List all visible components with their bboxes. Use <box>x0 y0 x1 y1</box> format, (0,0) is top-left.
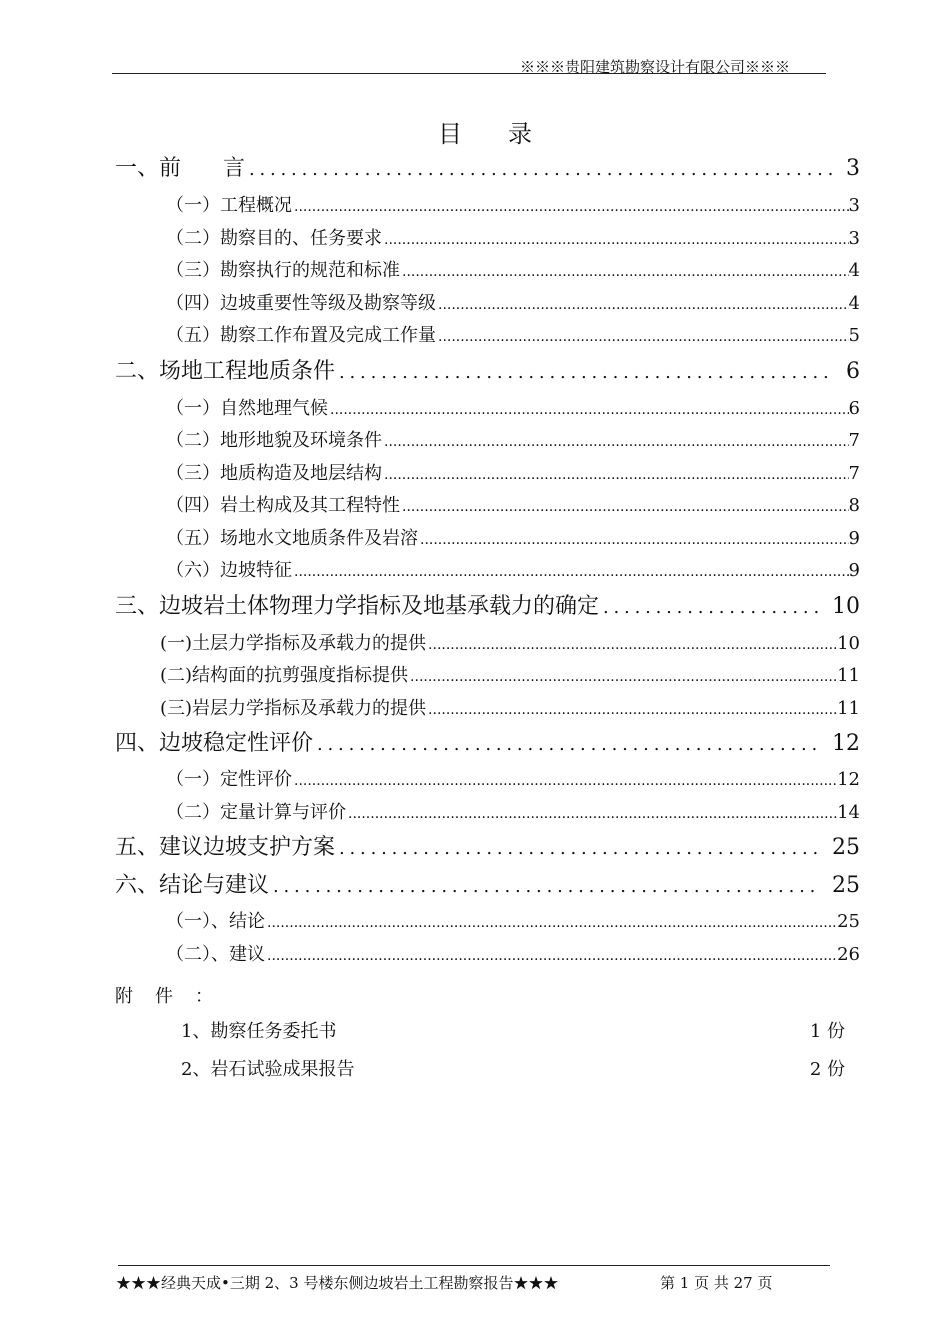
toc-leader-dots <box>330 402 849 418</box>
toc-leader-dots <box>294 199 849 215</box>
toc-subsection-label: （五）勘察工作布置及完成工作量 <box>166 325 436 346</box>
toc-leader-dots <box>420 532 849 548</box>
toc-section-label: 六、结论与建议 <box>115 873 270 898</box>
toc-page-number: 6 <box>848 398 860 419</box>
toc-section-label: 五、建议边坡支护方案 <box>115 835 336 860</box>
toc-subsection-label: （四）岩土构成及其工程特性 <box>166 495 400 516</box>
toc-page-number: 11 <box>837 698 860 719</box>
toc-subsection[interactable] <box>160 629 860 653</box>
toc-page-number: 25 <box>837 911 860 932</box>
toc-subsection-label: (一)土层力学指标及承载力的提供 <box>160 633 427 654</box>
toc-leader-dots <box>339 838 818 859</box>
footer-rule <box>118 1265 830 1266</box>
toc-title: 目录 <box>438 120 578 148</box>
toc-leader-dots <box>428 702 837 718</box>
toc-leader-dots <box>249 159 832 180</box>
toc-subsection-label: (二)结构面的抗剪强度指标提供 <box>160 665 409 686</box>
toc-page-number: 12 <box>837 769 860 790</box>
toc-section-3[interactable] <box>115 589 860 619</box>
toc-leader-dots <box>348 806 837 822</box>
toc-leader-dots <box>384 467 849 483</box>
toc-section-2[interactable] <box>115 354 860 384</box>
toc-leader-dots <box>267 948 837 964</box>
toc-subsection[interactable] <box>166 940 860 964</box>
toc-section-label: 二、场地工程地质条件 <box>115 359 336 384</box>
toc-page-number: 7 <box>848 463 860 484</box>
appendix-item-label: 1、勘察任务委托书 <box>181 1021 337 1042</box>
toc-subsection-label: （四）边坡重要性等级及勘察等级 <box>166 293 436 314</box>
toc-page-number: 9 <box>848 560 860 581</box>
toc-subsection[interactable] <box>166 907 860 931</box>
toc-leader-dots <box>294 773 837 789</box>
toc-subsection[interactable] <box>160 694 860 718</box>
toc-subsection-label: （二）勘察目的、任务要求 <box>166 228 382 249</box>
toc-subsection[interactable] <box>166 765 860 789</box>
toc-page-number: 10 <box>832 594 860 619</box>
toc-subsection-label: （一）工程概况 <box>166 195 292 216</box>
toc-page-number: 26 <box>837 944 860 965</box>
toc-page-number: 12 <box>832 731 860 756</box>
toc-subsection-label: （二）、建议 <box>166 944 265 965</box>
toc-section-label: 一、前 言 <box>115 156 245 181</box>
toc-subsection[interactable] <box>166 191 860 215</box>
toc-subsection[interactable] <box>166 321 860 345</box>
toc-subsection[interactable] <box>166 798 860 822</box>
toc-page-number: 14 <box>837 802 860 823</box>
toc-page-number: 11 <box>837 665 860 686</box>
toc-subsection-label: （一）、结论 <box>166 911 265 932</box>
toc-subsection[interactable] <box>166 524 860 548</box>
appendix-item-count: 1 份 <box>809 1021 845 1042</box>
toc-subsection-label: （三）勘察执行的规范和标准 <box>166 260 400 281</box>
toc-section-4[interactable] <box>115 726 860 756</box>
toc-page-number: 9 <box>848 528 860 549</box>
footer-page-info: 第 1 页 共 27 页 <box>660 1274 773 1292</box>
toc-leader-dots <box>273 876 818 897</box>
toc-subsection[interactable] <box>166 256 860 280</box>
toc-section-5[interactable] <box>115 830 860 860</box>
page-header-company: ※※※贵阳建筑勘察设计有限公司※※※ <box>520 58 791 76</box>
toc-subsection-label: （五）场地水文地质条件及岩溶 <box>166 528 418 549</box>
toc-leader-dots <box>384 434 849 450</box>
appendix-label: 附件： <box>115 986 235 1007</box>
toc-leader-dots <box>402 264 849 280</box>
toc-subsection-label: （一）定性评价 <box>166 769 292 790</box>
toc-subsection-label: (三)岩层力学指标及承载力的提供 <box>160 698 427 719</box>
toc-subsection[interactable] <box>166 459 860 483</box>
toc-page-number: 4 <box>848 260 860 281</box>
toc-leader-dots <box>428 637 837 653</box>
toc-leader-dots <box>438 329 849 345</box>
toc-page-number: 10 <box>837 633 860 654</box>
toc-subsection[interactable] <box>166 426 860 450</box>
appendix-item-count: 2 份 <box>809 1059 845 1080</box>
toc-page-number: 6 <box>846 359 860 384</box>
toc-subsection[interactable] <box>166 224 860 248</box>
toc-subsection[interactable] <box>160 661 860 685</box>
toc-page-number: 5 <box>848 325 860 346</box>
toc-page-number: 25 <box>832 873 860 898</box>
appendix-item <box>181 1017 845 1043</box>
toc-section-1[interactable] <box>115 151 860 181</box>
toc-subsection-label: （三）地质构造及地层结构 <box>166 463 382 484</box>
toc-leader-dots <box>603 597 818 618</box>
toc-leader-dots <box>317 734 818 755</box>
toc-page-number: 3 <box>846 156 860 181</box>
header-rule <box>112 73 826 74</box>
toc-subsection-label: （一）自然地理气候 <box>166 398 328 419</box>
toc-section-label: 四、边坡稳定性评价 <box>115 731 314 756</box>
toc-page-number: 3 <box>848 195 860 216</box>
toc-leader-dots <box>438 297 849 313</box>
toc-subsection[interactable] <box>166 394 860 418</box>
toc-leader-dots <box>267 915 837 931</box>
toc-leader-dots <box>339 362 832 383</box>
toc-subsection[interactable] <box>166 556 860 580</box>
toc-leader-dots <box>294 564 849 580</box>
toc-leader-dots <box>410 669 837 685</box>
toc-page-number: 4 <box>848 293 860 314</box>
toc-leader-dots <box>384 232 849 248</box>
toc-page-number: 25 <box>832 835 860 860</box>
toc-page-number: 3 <box>848 228 860 249</box>
toc-page-number: 7 <box>848 430 860 451</box>
footer-report-title: ★★★经典天成•三期 2、3 号楼东侧边坡岩土工程勘察报告★★★ <box>116 1274 559 1292</box>
toc-page-number: 8 <box>848 495 860 516</box>
toc-subsection[interactable] <box>166 289 860 313</box>
toc-subsection-label: （二）定量计算与评价 <box>166 802 346 823</box>
toc-section-label: 三、边坡岩土体物理力学指标及地基承载力的确定 <box>115 594 600 619</box>
toc-subsection-label: （二）地形地貌及环境条件 <box>166 430 382 451</box>
toc-subsection-label: （六）边坡特征 <box>166 560 292 581</box>
toc-leader-dots <box>402 499 849 515</box>
toc-subsection[interactable] <box>166 491 860 515</box>
appendix-item-label: 2、岩石试验成果报告 <box>181 1059 355 1080</box>
appendix-item <box>181 1055 845 1081</box>
toc-section-6[interactable] <box>115 868 860 898</box>
